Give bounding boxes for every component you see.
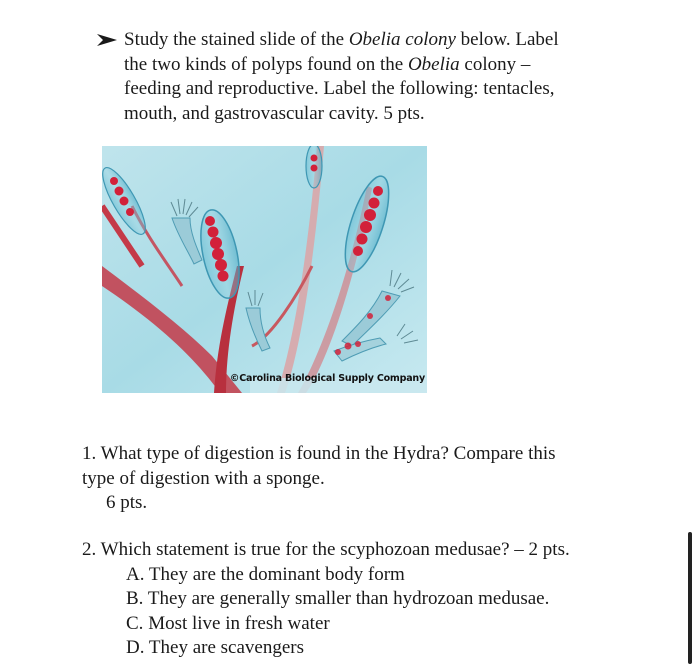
question-2 [82, 538, 662, 661]
question-2-number: 2. [82, 539, 97, 560]
question-1-line-1: 1. What type of digestion is found in the Hydra? Compare this [82, 443, 556, 464]
scrollbar-indicator[interactable] [688, 532, 692, 664]
option-d: D. They are scavengers [126, 637, 304, 658]
question-1-points: 6 pts. [106, 492, 148, 513]
arrow-bullet-icon [96, 28, 120, 47]
question-1 [82, 442, 642, 516]
instruction-line-4: mouth, and gastrovascular cavity. 5 pts. [124, 102, 425, 124]
question-2-text: 2. Which statement is true for the scyphozoan medusae? – 2 pts. [82, 539, 570, 560]
question-1-number: 1. [82, 443, 97, 464]
instruction-line-2: the two kinds of polyps found on the Obelia colony – [124, 53, 531, 75]
obelia-slide-image [102, 146, 427, 393]
instruction-block [96, 28, 656, 126]
instruction-line-1: Study the stained slide of the Obelia colony below. Label [124, 29, 559, 50]
instruction-line-3: feeding and reproductive. Label the following: tentacles, [124, 78, 555, 99]
instruction-text [124, 28, 656, 126]
question-1-line-2: type of digestion with a sponge. [82, 467, 325, 489]
option-a: A. They are the dominant body form [126, 563, 405, 585]
image-credit: ©Carolina Biological Supply Company [229, 372, 425, 384]
option-b: B. They are generally smaller than hydrozoan medusae. [126, 588, 550, 609]
option-c: C. Most live in fresh water [126, 612, 330, 634]
